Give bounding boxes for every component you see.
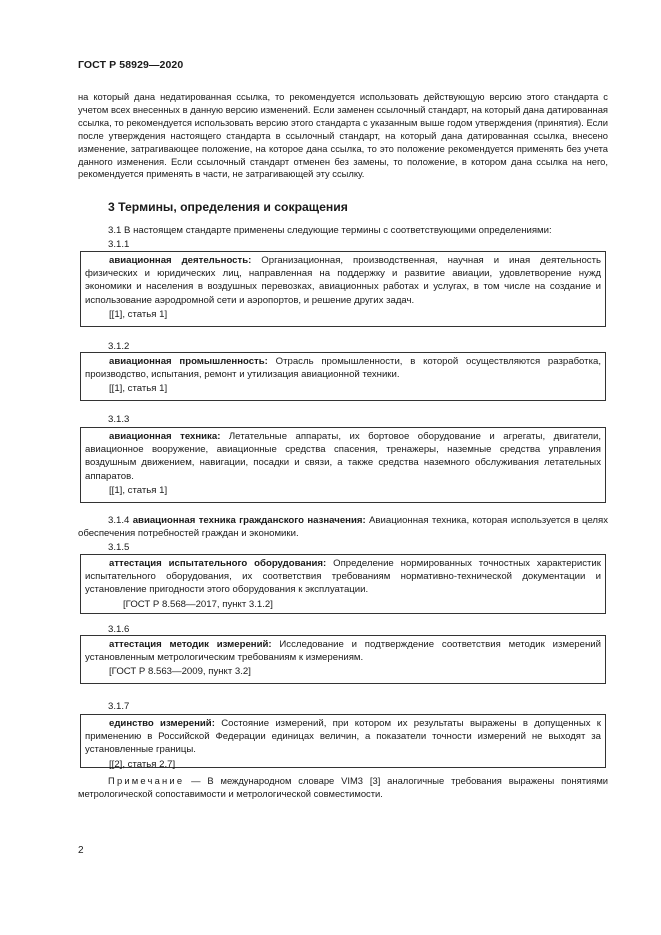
term-source: [ГОСТ Р 8.568—2017, пункт 3.1.2] xyxy=(123,598,273,610)
note-text: — В международном словаре VIM3 [3] аналогичные требования выражены понятиями метрологической сопоставимости и метрологической совместимости. xyxy=(78,775,608,799)
term-source: [[1], статья 1] xyxy=(109,383,168,395)
term-source: [[1], статья 1] xyxy=(109,308,168,320)
term-definition xyxy=(85,254,601,307)
term-definition-text: Отрасль промышленности, в которой осуществляются разработка, производство, испытания, ремонт и утилизация авиационной техники. xyxy=(85,356,601,381)
term-number: 3.1.3 xyxy=(108,414,130,425)
term-name: аттестация методик измерений: xyxy=(109,639,272,650)
term-definition-text: Определение нормированных точностных характеристик испытательного оборудования, их соответствия требованиям нормативно-технической документации и установление пригодности этого оборудования к эксплуатации. xyxy=(85,558,601,596)
term-name: аттестация испытательного оборудования: xyxy=(109,558,327,569)
term-definition xyxy=(85,430,601,483)
section-lead: 3.1 В настоящем стандарте применены следующие термины с соответствующими определениями: xyxy=(108,225,552,236)
term-entry-civil-aviation-equipment xyxy=(78,514,608,540)
term-definition xyxy=(85,717,601,757)
intro-paragraph: на который дана недатированная ссылка, то рекомендуется использовать действующую версию этого стандарта с учетом всех внесенных в данную версию изменений. Если заменен ссылочный стандарт, на который дана датированная ссылка, то рекомендуется использовать версию этого стандарта с указанным выше годом утверждения (принятия). Если после утверждения настоящего стандарта в ссылочный стандарт, на который дана датированная ссылка, внесено изменение, затрагивающее положение, на которое дана ссылка, то это положение рекомендуется применять без учета данного изменения. Если ссылочный стандарт отменен без замены, то положение, в котором дана ссылка на него, рекомендуется применять в части, не затрагивающей эту ссылку. xyxy=(78,91,608,180)
term-definition-text: Исследование и подтверждение соответствия методик измерений установленным метрологическим требованиям к измерениям. xyxy=(85,639,601,664)
term-entry-aviation-equipment xyxy=(80,427,606,503)
section-title: 3 Термины, определения и сокращения xyxy=(108,200,348,214)
term-entry-test-equipment-certification xyxy=(80,554,606,614)
term-number: 3.1.2 xyxy=(108,341,130,352)
term-name: авиационная техника: xyxy=(109,431,221,442)
note-label: Примечание xyxy=(108,775,185,786)
term-number: 3.1.4 xyxy=(108,515,130,526)
note-paragraph xyxy=(78,774,608,800)
term-name: единство измерений: xyxy=(109,718,215,729)
document-header: ГОСТ Р 58929—2020 xyxy=(78,59,184,71)
term-definition-text: Организационная, производственная, научная и иная деятельность физических и юридических лиц, направленная на поддержку и развитие авиации, удовлетворение нужд экономики и населения в воздушных перевозках, авиационных работах и услугах, в том числе на создание и использование аэродромной сети и аэропортов, и решение других задач. xyxy=(85,255,601,306)
term-number: 3.1.6 xyxy=(108,624,130,635)
term-number: 3.1.5 xyxy=(108,542,130,553)
term-definition-text: Состояние измерений, при котором их результаты выражены в допущенных к применению в Российской Федерации единицах величин, а показатели точности измерений не выходят за установленные границы. xyxy=(85,718,602,756)
term-name: авиационная деятельность: xyxy=(109,255,252,266)
term-definition xyxy=(85,557,601,597)
term-entry-measurement-uniformity xyxy=(80,714,606,768)
term-entry-aviation-industry xyxy=(80,352,606,401)
term-source: [[1], статья 1] xyxy=(109,484,168,496)
term-number: 3.1.1 xyxy=(108,239,130,250)
term-name: авиационная техника гражданского назначения: xyxy=(132,515,366,526)
term-entry-measurement-method-certification xyxy=(80,635,606,684)
term-definition xyxy=(85,355,601,381)
term-definition-text: Летательные аппараты, их бортовое оборудование и агрегаты, двигатели, авиационное вооружение, авиационные средства спасения, тренажеры, наземные средства управления воздушным движением, навигации, посадки и связи, а также средства наземного обслуживания летательных аппаратов. xyxy=(85,431,601,482)
term-definition xyxy=(85,638,601,664)
term-entry-aviation-activity xyxy=(80,251,606,327)
term-source: [ГОСТ Р 8.563—2009, пункт 3.2] xyxy=(109,666,251,678)
page-number: 2 xyxy=(78,845,84,856)
term-name: авиационная промышленность: xyxy=(109,356,268,367)
term-definition-text: Авиационная техника, которая используется в целях обеспечения потребностей граждан и экономики. xyxy=(78,515,609,540)
term-number: 3.1.7 xyxy=(108,701,130,712)
term-source: [[2], статья 2.7] xyxy=(109,758,176,770)
